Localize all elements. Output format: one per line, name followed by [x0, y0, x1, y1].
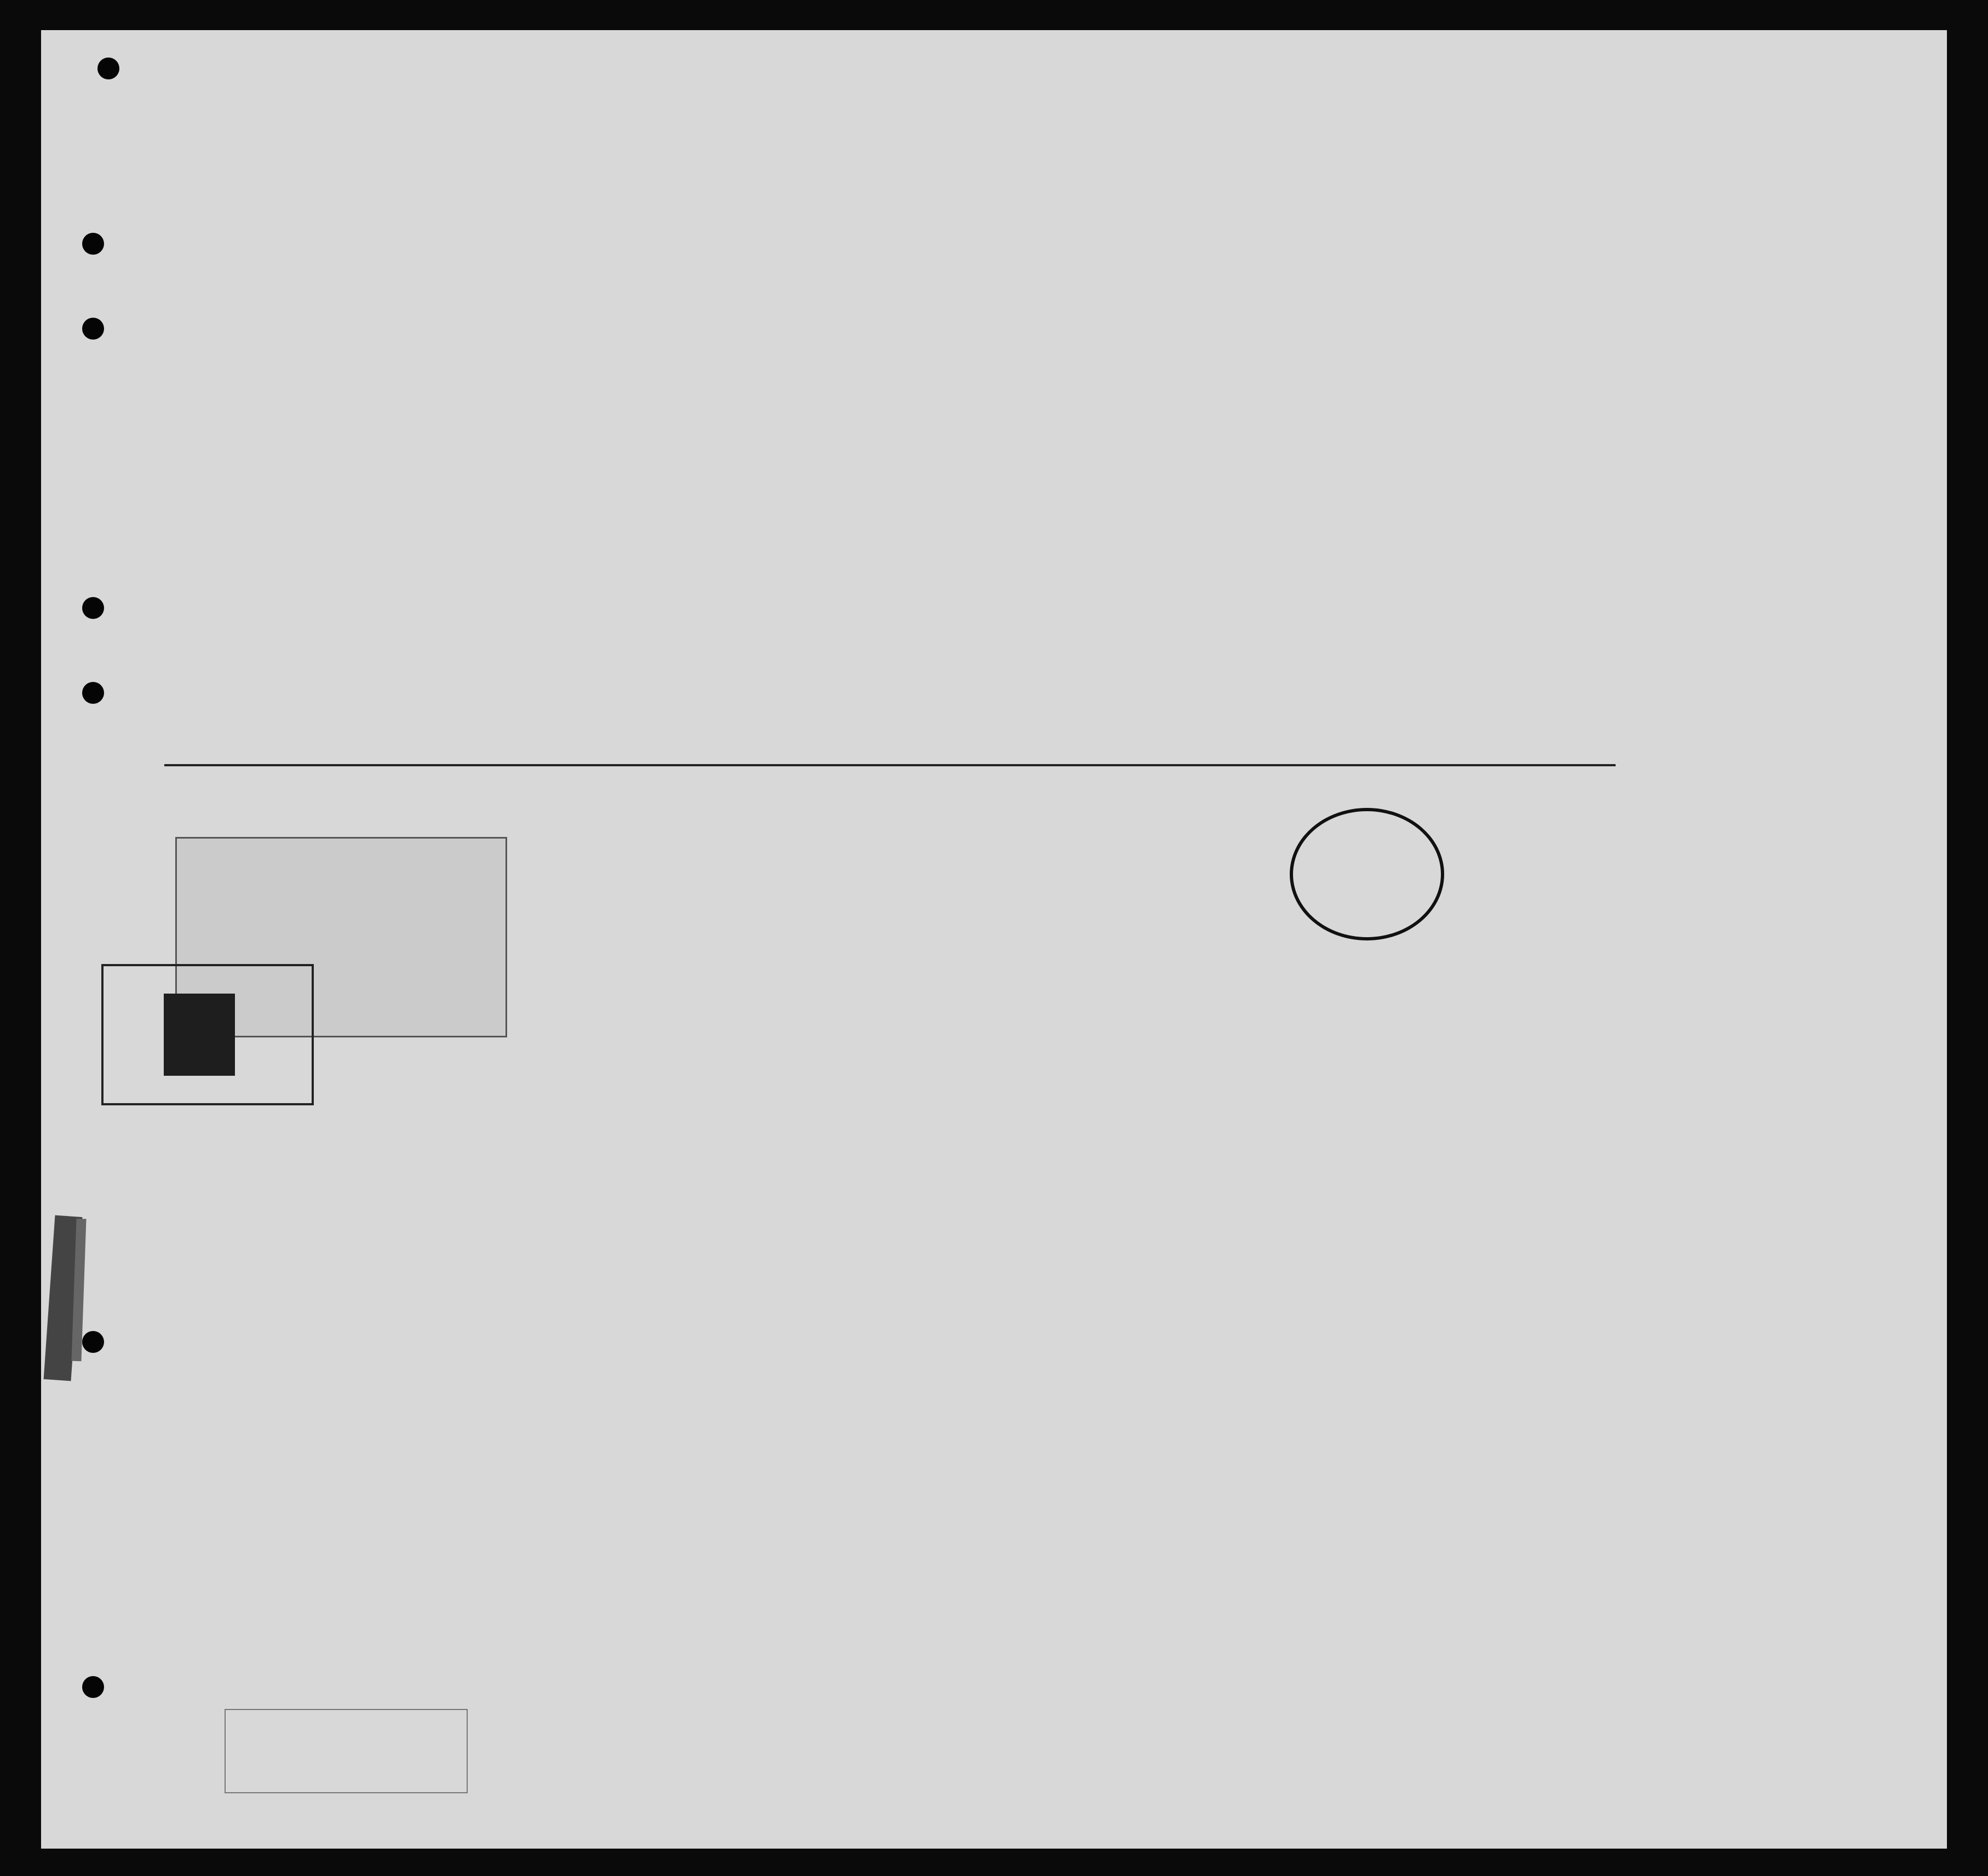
owner-stamp: [225, 1709, 468, 1793]
mm-office-stamp: [1290, 808, 1444, 940]
american-consulate-box: [101, 964, 314, 1105]
fee-stamp-icon: [164, 994, 235, 1076]
row-40-strike: [164, 764, 1616, 766]
